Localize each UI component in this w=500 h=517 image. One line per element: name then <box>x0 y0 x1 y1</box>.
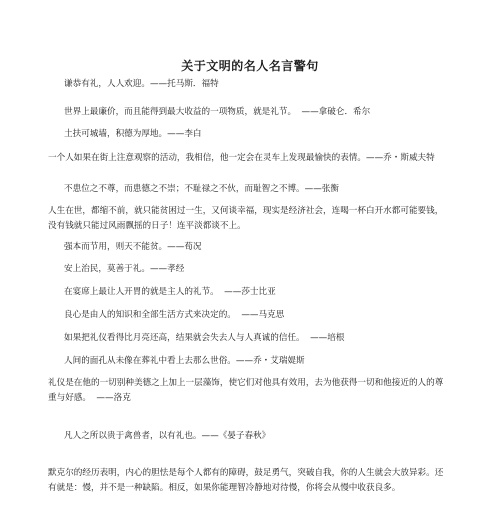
quote-paragraph: 强本而节用，则天不能贫。——荀况 <box>64 242 202 252</box>
quote-paragraph: 默克尔的经历表明，内心的胆怯是每个人都有的障碍，鼓足勇气，突破自我，你的人生就会大放异彩。还有就是：慢，并不是一种缺陷。相反，如果你能理智冷静地对待慢，你将会从慢中收获良多。 <box>48 468 444 493</box>
quote-paragraph: 土扶可城墙，积德为厚地。——李白 <box>64 129 202 139</box>
quote-paragraph: 人生在世，都缩不前，就只能贫困过一生，又何谈幸福，现实是经济社会，连喝一杯白开水都可能要钱，没有钱就只能过风雨飘摇的日子！连平淡都谈不上。 <box>48 206 444 231</box>
quote-paragraph: 一个人如果在街上注意观察的活动，我相信，他一定会在灵车上发现最愉快的表情。——乔・斯威夫特 <box>48 153 435 163</box>
quote-paragraph: 良心是由人的知识和全部生活方式来决定的。 ——马克思 <box>64 310 285 320</box>
quote-paragraph: 安上治民，莫善于礼。——孝经 <box>64 264 185 274</box>
quote-paragraph: 不患位之不尊，而患德之不崇；不耻禄之不伙，而耻智之不博。——张衡 <box>64 184 340 194</box>
quote-paragraph: 谦恭有礼，人人欢迎。——托马斯．福特 <box>64 79 219 89</box>
quote-paragraph: 在宴席上最让人开胃的就是主人的礼节。 ——莎士比亚 <box>64 287 276 297</box>
quote-paragraph: 如果把礼仪看得比月亮还高，结果就会失去人与人真诚的信任。 ——培根 <box>64 333 345 343</box>
quote-paragraph: 人间的面孔从未像在葬礼中看上去那么世俗。——乔・艾瑞媞斯 <box>64 356 305 366</box>
quote-paragraph: 世界上最廉价，而且能得到最大收益的一项物质，就是礼节。 ——拿破仑．希尔 <box>64 107 371 117</box>
document-title: 关于文明的名人名言警句 <box>181 59 319 73</box>
quote-paragraph: 礼仪是在他的一切别种美德之上加上一层藻饰，使它们对他具有效用，去为他获得一切和他接近的人的尊重与好感。 ——洛克 <box>48 378 444 403</box>
quote-paragraph: 凡人之所以贵于禽兽者，以有礼也。——《晏子春秋》 <box>64 431 271 441</box>
